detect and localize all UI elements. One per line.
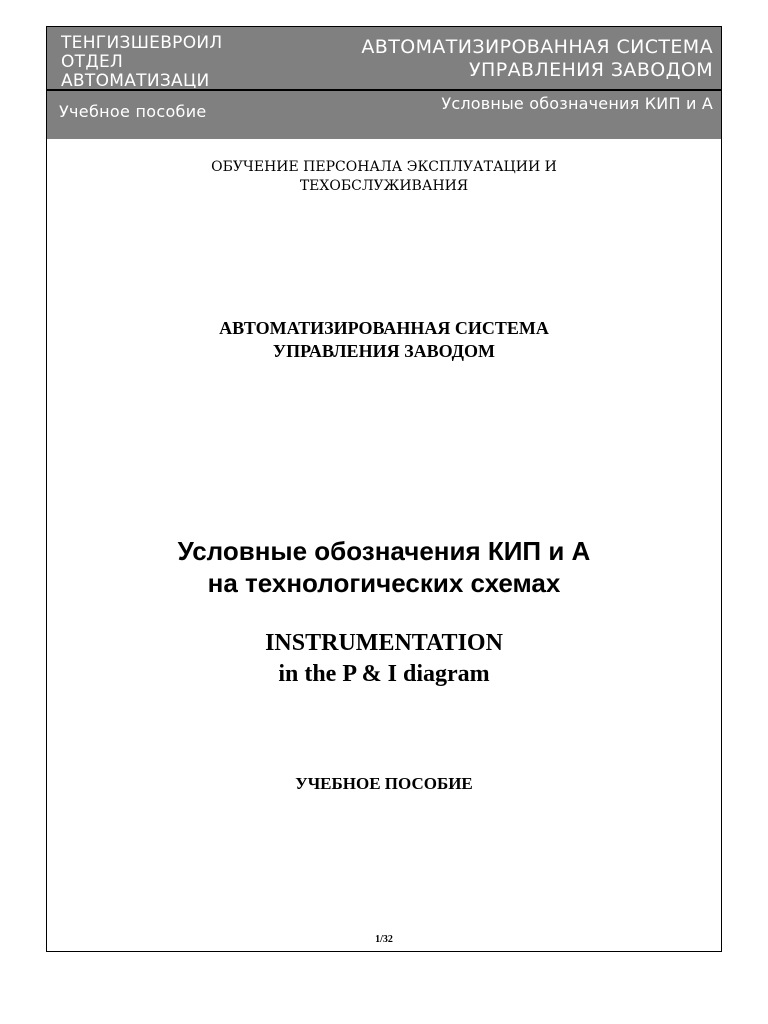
system-title-line-1: АВТОМАТИЗИРОВАННАЯ СИСТЕМА [219,318,549,338]
training-heading [47,158,721,196]
manual-label: УЧЕБНОЕ ПОСОБИЕ [295,774,473,793]
russian-title-line-2: на технологических схемах [207,568,561,598]
department-label: ОТДЕЛ [61,52,124,72]
system-name-line-2: УПРАВЛЕНИЯ ЗАВОДОМ [469,59,713,81]
system-title-line-2: УПРАВЛЕНИЯ ЗАВОДОМ [272,341,496,361]
document-header [47,27,721,91]
system-title [47,317,721,363]
russian-title-line-1: Условные обозначения КИП и А [177,536,591,566]
english-title-line-1: INSTRUMENTATION [265,630,503,656]
training-heading-line-2: ТЕХОБСЛУЖИВАНИЯ [299,178,469,194]
document-subheader [47,91,721,139]
department-name: АВТОМАТИЗАЦИ [61,71,210,88]
system-name-line-1: АВТОМАТИЗИРОВАННАЯ СИСТЕМА [361,36,713,58]
system-name-header [293,36,713,82]
english-main-title [47,628,721,690]
document-type-label: Учебное пособие [59,102,207,121]
document-topic-label: Условные обозначения КИП и А [441,94,713,113]
company-name: ТЕНГИЗШЕВРОЙЛ [61,34,223,53]
russian-main-title [47,535,721,599]
document-page [46,26,722,952]
training-heading-line-1: ОБУЧЕНИЕ ПЕРСОНАЛА ЭКСПЛУАТАЦИИ И [211,159,557,175]
english-title-line-2: in the P & I diagram [278,661,490,687]
company-department-label [61,34,271,88]
page-number: 1/32 [375,934,393,945]
